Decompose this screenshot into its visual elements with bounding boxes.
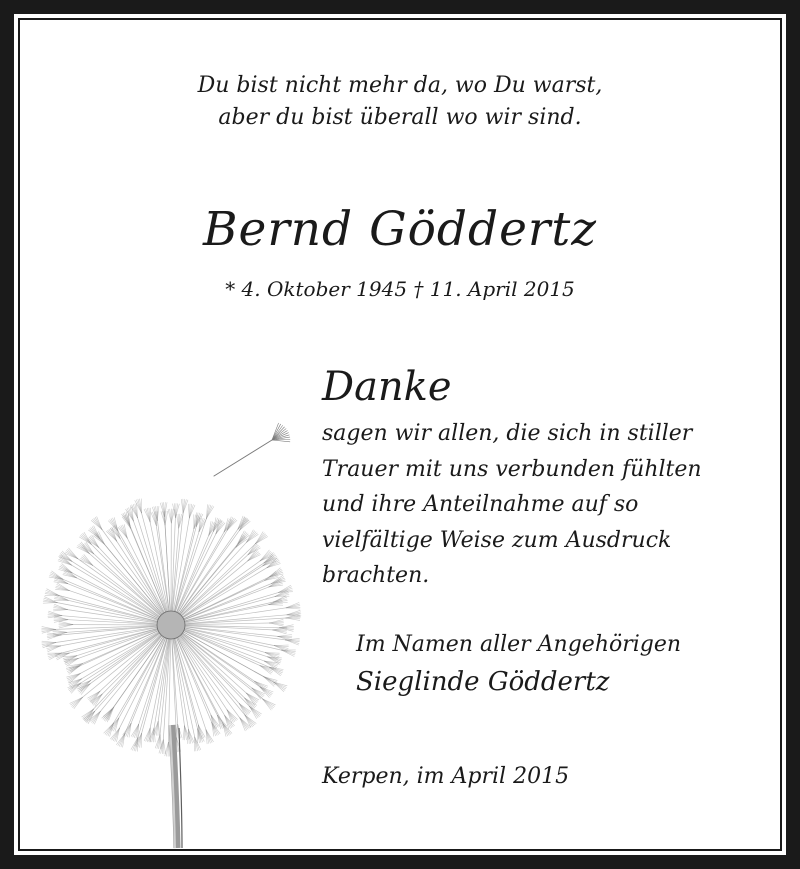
deceased-name: Bernd Göddertz [202,202,598,257]
dandelion-puff-icon [42,499,301,757]
thanks-text [322,416,762,594]
thanks-line: brachten. [322,563,430,588]
flying-seed-icon [214,423,290,476]
thanks-heading: Danke [322,364,452,410]
life-dates: * 4. Oktober 1945 † 11. April 2015 [225,277,575,301]
dandelion-illustration [36,410,316,850]
motto-line-2: aber du bist überall wo wir sind. [218,105,582,130]
motto-quote [0,70,800,134]
on-behalf-line: Im Namen aller Angehörigen [356,632,682,657]
signature-name: Sieglinde Göddertz [356,667,610,697]
motto-line-1: Du bist nicht mehr da, wo Du warst, [197,73,603,98]
thanks-line: vielfältige Weise zum Ausdruck [322,527,672,553]
thanks-line: sagen wir allen, die sich in stiller [322,421,693,446]
thanks-line: Trauer mit uns verbunden fühlten [322,456,702,482]
dandelion-stem-icon [170,725,182,848]
thanks-line: und ihre Anteilnahme auf so [322,492,639,517]
place-and-date: Kerpen, im April 2015 [322,764,570,789]
